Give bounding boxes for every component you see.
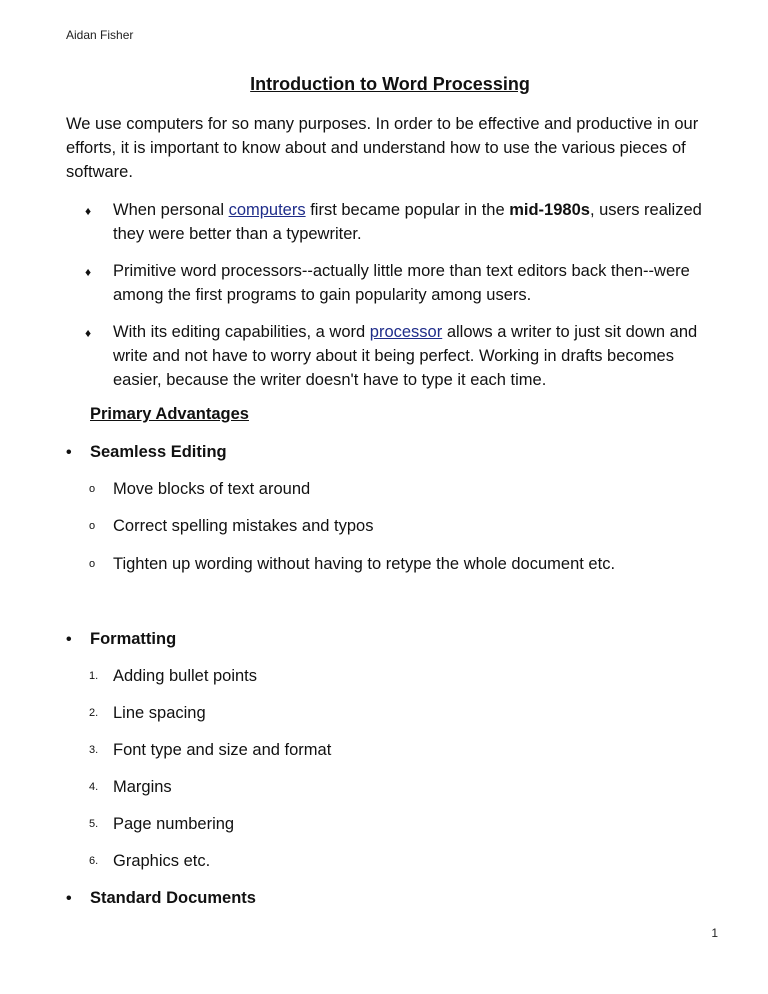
processor-link[interactable]: processor bbox=[369, 323, 443, 341]
item-text: Move blocks of text around bbox=[113, 480, 311, 498]
item-text: allows a writer to just sit down and write and not have to worry about it being perfect. Working in drafts becomes easier, because the writer doesn't have to type it each time. bbox=[113, 323, 698, 389]
intro-paragraph: We use computers for so many purposes. In order to be effective and productive in our efforts, it is important to know about and understand how to use the various pieces of software. bbox=[66, 115, 699, 181]
diamond-bullet-icon: ♦ bbox=[85, 204, 92, 218]
item-text: Graphics etc. bbox=[113, 852, 211, 870]
list-number: 6. bbox=[89, 855, 99, 867]
item-text: Page numbering bbox=[113, 815, 235, 833]
list-number: 5. bbox=[89, 818, 99, 830]
item-text: With its editing capabilities, a word bbox=[113, 323, 370, 341]
document-title: Introduction to Word Processing bbox=[250, 74, 530, 94]
section-label: Standard Documents bbox=[90, 889, 256, 907]
list-item bbox=[66, 198, 726, 246]
item-text: Line spacing bbox=[113, 704, 206, 722]
section-label: Seamless Editing bbox=[90, 443, 227, 461]
item-text: Tighten up wording without having to retype the whole document etc. bbox=[113, 555, 616, 573]
list-item bbox=[66, 320, 726, 392]
section-seamless-editing bbox=[66, 443, 227, 462]
primary-advantages-heading: Primary Advantages bbox=[90, 405, 249, 423]
section-formatting bbox=[66, 630, 176, 649]
computers-link[interactable]: computers bbox=[228, 201, 306, 219]
item-text: , users realized they were better than a typewriter. bbox=[113, 201, 702, 243]
section-standard-documents bbox=[66, 889, 256, 908]
list-number: 3. bbox=[89, 744, 99, 756]
bullet-icon: • bbox=[66, 444, 72, 461]
section-label: Formatting bbox=[90, 630, 177, 648]
page-number: 1 bbox=[711, 926, 718, 940]
list-number: 1. bbox=[89, 670, 99, 682]
list-number: 2. bbox=[89, 707, 99, 719]
diamond-bullet-icon: ♦ bbox=[85, 326, 92, 340]
bullet-icon: • bbox=[66, 890, 72, 907]
item-text: Adding bullet points bbox=[113, 667, 258, 685]
list-item bbox=[66, 259, 726, 307]
item-bold-text: mid-1980s bbox=[509, 201, 590, 219]
list-number: 4. bbox=[89, 781, 99, 793]
header-author: Aidan Fisher bbox=[66, 28, 134, 42]
circle-bullet-icon: o bbox=[89, 520, 96, 532]
item-text: first became popular in the bbox=[305, 201, 510, 219]
bullet-icon: • bbox=[66, 631, 72, 648]
item-text: When personal bbox=[113, 201, 229, 219]
diamond-bullet-icon: ♦ bbox=[85, 265, 92, 279]
item-text: Margins bbox=[113, 778, 172, 796]
circle-bullet-icon: o bbox=[89, 483, 96, 495]
item-text: Font type and size and format bbox=[113, 741, 332, 759]
item-text: Correct spelling mistakes and typos bbox=[113, 517, 374, 535]
item-text: Primitive word processors--actually little more than text editors back then--were among the first programs to gain popularity among users. bbox=[113, 262, 690, 304]
circle-bullet-icon: o bbox=[89, 558, 96, 570]
diamond-list bbox=[66, 198, 726, 405]
